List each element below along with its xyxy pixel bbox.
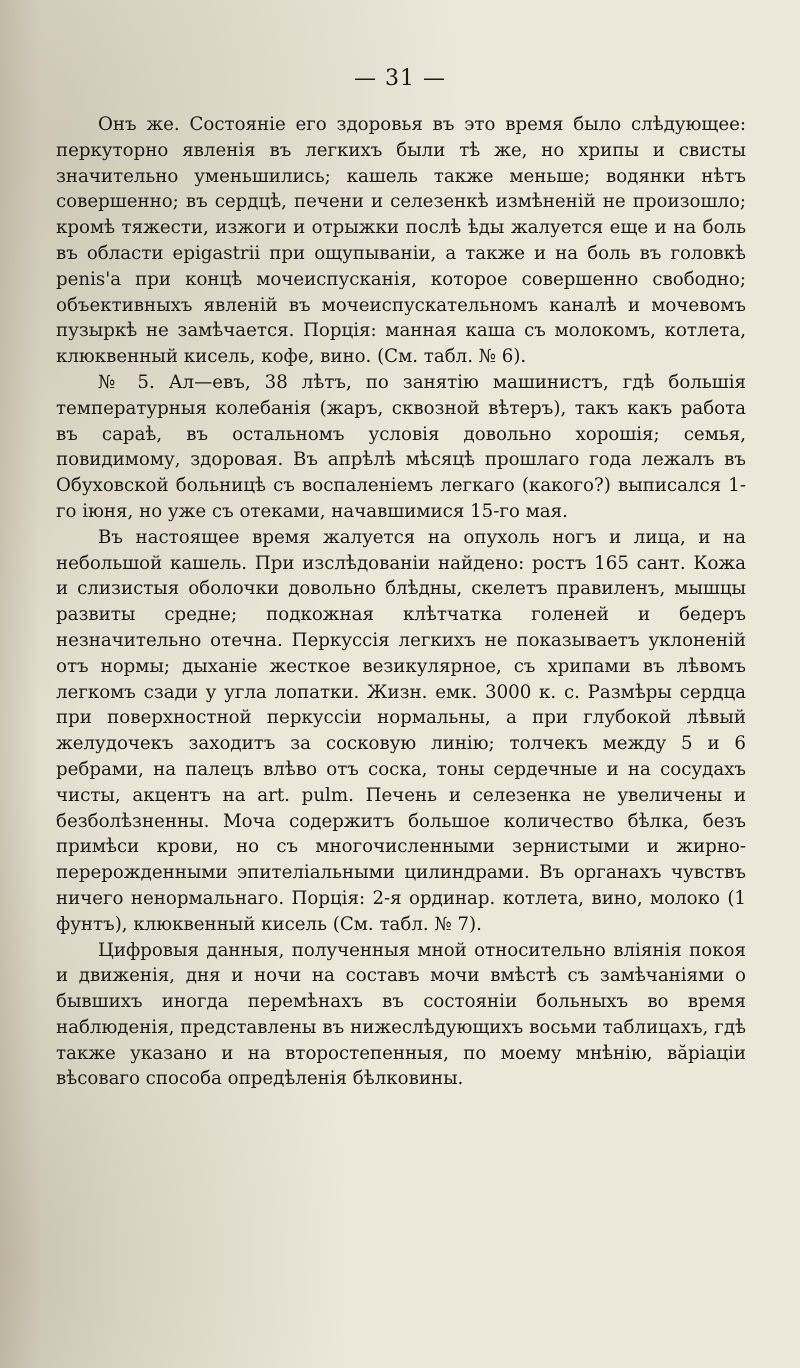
paragraph-4: Цифровыя данныя, полученныя мной относительно вліянія покоя и движенія, дня и ночи на составъ мочи вмѣстѣ съ замѣчаніями о бывшихъ иногда перемѣнахъ въ состояніи больныхъ во время наблюденія, представлены въ нижеслѣдующихъ восьми таблицахъ, гдѣ также указано и на второстепенныя, по моему мнѣнію, вăріаціи вѣсоваго способа опредѣленія бѣлковины.: [56, 939, 746, 1090]
paragraph-2: № 5. Ал—евъ, 38 лѣтъ, по занятію машинистъ, гдѣ большія температурныя колебанія (жаръ, сквозной вѣтеръ), такъ какъ работа въ сараѣ, въ остальномъ условія довольно хорошія; семья, повидимому, здоровая. Въ апрѣлѣ мѣсяцѣ прошлаго года лежалъ въ Обуховской больницѣ съ воспаленіемъ легкаго (какого?) выписался 1-го іюня, но уже съ отеками, начавшимися 15-го мая.: [56, 371, 746, 522]
paragraph-3: Въ настоящее время жалуется на опухоль ногъ и лица, и на небольшой кашель. При изслѣдованіи найдено: ростъ 165 сант. Кожа и слизистыя оболочки довольно блѣдны, скелетъ правиленъ, мышцы развиты средне; подкожная клѣтчатка голеней и бедеръ незначительно отечна. Перкуссія легкихъ не показываетъ уклоненій отъ нормы; дыханіе жесткое везикулярное, съ хрипами въ лѣвомъ легкомъ сзади у угла лопатки. Жизн. емк. 3000 к. с. Размѣры сердца при поверхностной перкуссіи нормальны, а при глубокой лѣвый желудочекъ заходитъ за сосковую линію; толчекъ между 5 и 6 ребрами, на палецъ влѣво отъ соска, тоны сердечные и на сосудахъ чисты, акцентъ на art. pulm. Печень и селезенка не увеличены и безболѣзненны. Моча содержитъ большое количество бѣлка, безъ примѣси крови, но съ многочисленными зернистыми и жирно-перерожденными эпителіальными цилиндрами. Въ органахъ чувствъ ничего ненормальнаго. Порція: 2-я ординар. котлета, вино, молоко (1 фунтъ), клюквенный кисель (См. табл. № 7).: [56, 526, 746, 935]
paragraph-1: Онъ же. Состояніе его здоровья въ это время было слѣдующее: перкуторно явленія въ легкихъ были тѣ же, но хрипы и свисты значительно уменьшились; кашель также меньше; водянки нѣтъ совершенно; въ сердцѣ, печени и селезенкѣ измѣненій не произошло; кромѣ тяжести, изжоги и отрыжки послѣ ѣды жалуется еще и на боль въ области epigastrii при ощупываніи, а также и на боль въ головкѣ penis'а при концѣ мочеиспусканія, которое совершенно свободно; объективныхъ явленій въ мочеиспускательномъ каналѣ и мочевомъ пузыркѣ не замѣчается. Порція: манная каша съ молокомъ, котлета, клюквенный кисель, кофе, вино. (См. табл. № 6).: [56, 114, 746, 368]
page-number: — 31 —: [354, 66, 446, 91]
body-text: [56, 112, 746, 1092]
